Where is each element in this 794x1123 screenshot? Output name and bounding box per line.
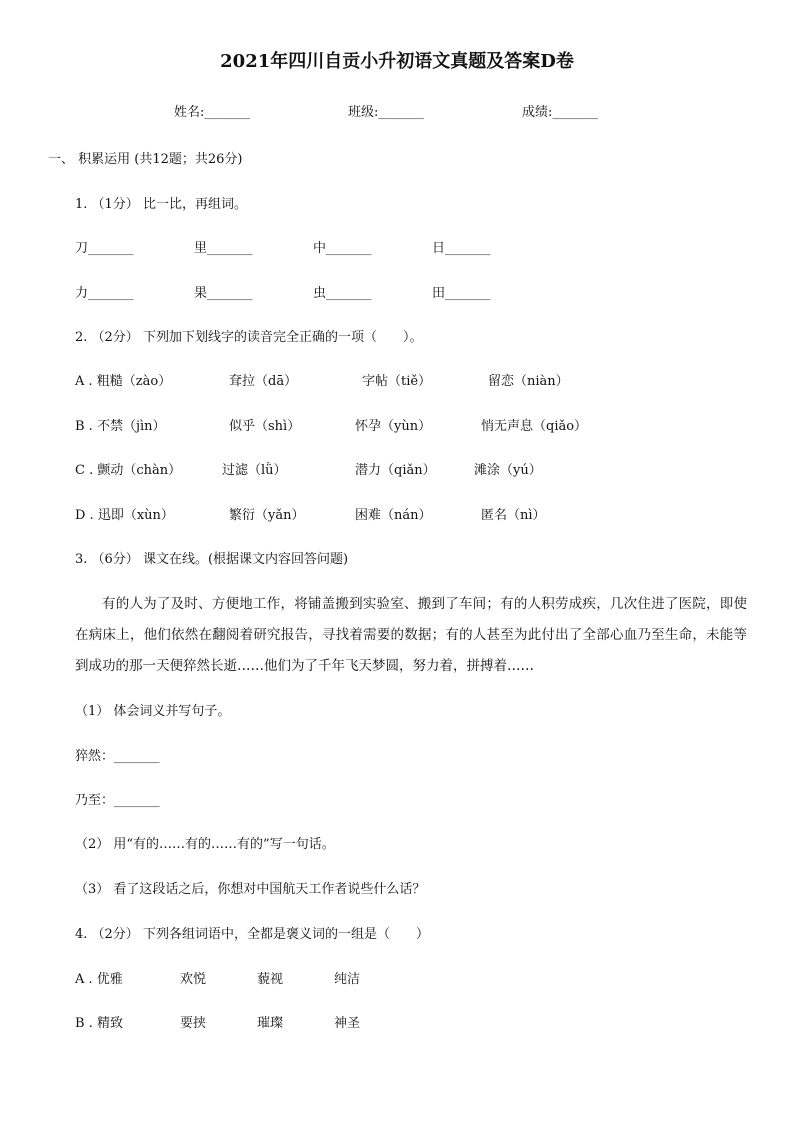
q1-word-1: 刀_______ (75, 241, 134, 256)
q2-option-b-3: 怀孕（yùn） (355, 419, 432, 434)
q1-word-6: 果_______ (194, 286, 253, 301)
q2-option-a-3: 字帖（tiě） (362, 374, 432, 389)
q2-option-b-4: 悄无声息（qiǎo） (481, 419, 588, 434)
q1-word-7: 虫_______ (313, 286, 372, 301)
q2-option-b-2: 似乎（shì） (229, 419, 301, 434)
q3-passage: 有的人为了及时、方便地工作，将铺盖搬到实验室、搬到了车间；有的人积劳成疾，几次住进了医院，即使在病床上，他们依然在翻阅着研究报告，寻找着需要的数据；有的人甚至为此付出了全部心血乃至生命，未能等到成功的那一天便猝然长逝……他们为了千年飞天梦圆，努力着，拼搏着…… (75, 596, 747, 674)
q2-option-c-4: 滩涂（yú） (474, 463, 542, 478)
q2-option-d-3: 困难（nán） (355, 508, 432, 523)
q1-word-8: 田_______ (432, 286, 491, 301)
q2-option-a-2: 耷拉（dā） (229, 374, 298, 389)
q2-option-d-1: D . 迅即（xùn） (75, 508, 174, 523)
question-2-stem: 2. （2分） 下列加下划线字的读音完全正确的一项（ ）。 (75, 330, 423, 345)
q3-word-1: 猝然：_______ (75, 749, 160, 764)
q4-option-a-2: 欢悦 (180, 972, 207, 987)
q2-option-c-1: C . 颤动（chàn） (75, 463, 182, 478)
q4-option-a-4: 纯洁 (334, 972, 361, 987)
q4-option-a-3: 藐视 (257, 972, 284, 987)
q2-option-d-4: 匿名（nì） (481, 508, 546, 523)
q2-option-c-3: 潜力（qiǎn） (355, 463, 436, 478)
q3-word-2: 乃至：_______ (75, 793, 160, 808)
q4-option-b-1: B . 精致 (75, 1016, 123, 1031)
question-4-stem: 4. （2分） 下列各组词语中，全都是褒义词的一组是（ ） (75, 927, 429, 942)
q2-option-a-4: 留恋（niàn） (488, 374, 569, 389)
q1-word-2: 里_______ (194, 241, 253, 256)
q1-word-4: 日_______ (432, 241, 491, 256)
q4-option-b-2: 要挟 (180, 1016, 207, 1031)
q3-sub-3: （3） 看了这段话之后，你想对中国航天工作者说些什么话？ (75, 882, 426, 897)
q4-option-a-1: A . 优雅 (75, 972, 123, 987)
score-field: 成绩:_______ (522, 105, 598, 120)
page-title: 2021年四川自贡小升初语文真题及答案D卷 (220, 51, 574, 72)
q3-sub-1: （1） 体会词义并写句子。 (75, 704, 231, 719)
question-3-stem: 3. （6分） 课文在线。(根据课文内容回答问题) (75, 552, 349, 567)
q4-option-b-3: 璀璨 (257, 1016, 284, 1031)
q1-word-3: 中_______ (313, 241, 372, 256)
q4-option-b-4: 神圣 (334, 1016, 361, 1031)
q2-option-c-2: 过滤（lǜ） (222, 463, 287, 478)
q2-option-d-2: 繁衍（yǎn） (229, 508, 305, 523)
q2-option-b-1: B . 不禁（jìn） (75, 419, 166, 434)
section-heading: 一、 积累运用 (共12题；共26分) (48, 152, 243, 167)
q1-word-5: 力_______ (75, 286, 134, 301)
name-field: 姓名:_______ (174, 105, 250, 120)
q2-option-a-1: A . 粗糙（zào） (75, 374, 172, 389)
q3-sub-2: （2） 用“有的……有的……有的”写一句话。 (75, 837, 335, 852)
class-field: 班级:_______ (348, 105, 424, 120)
question-1-stem: 1. （1分） 比一比，再组词。 (75, 197, 247, 212)
